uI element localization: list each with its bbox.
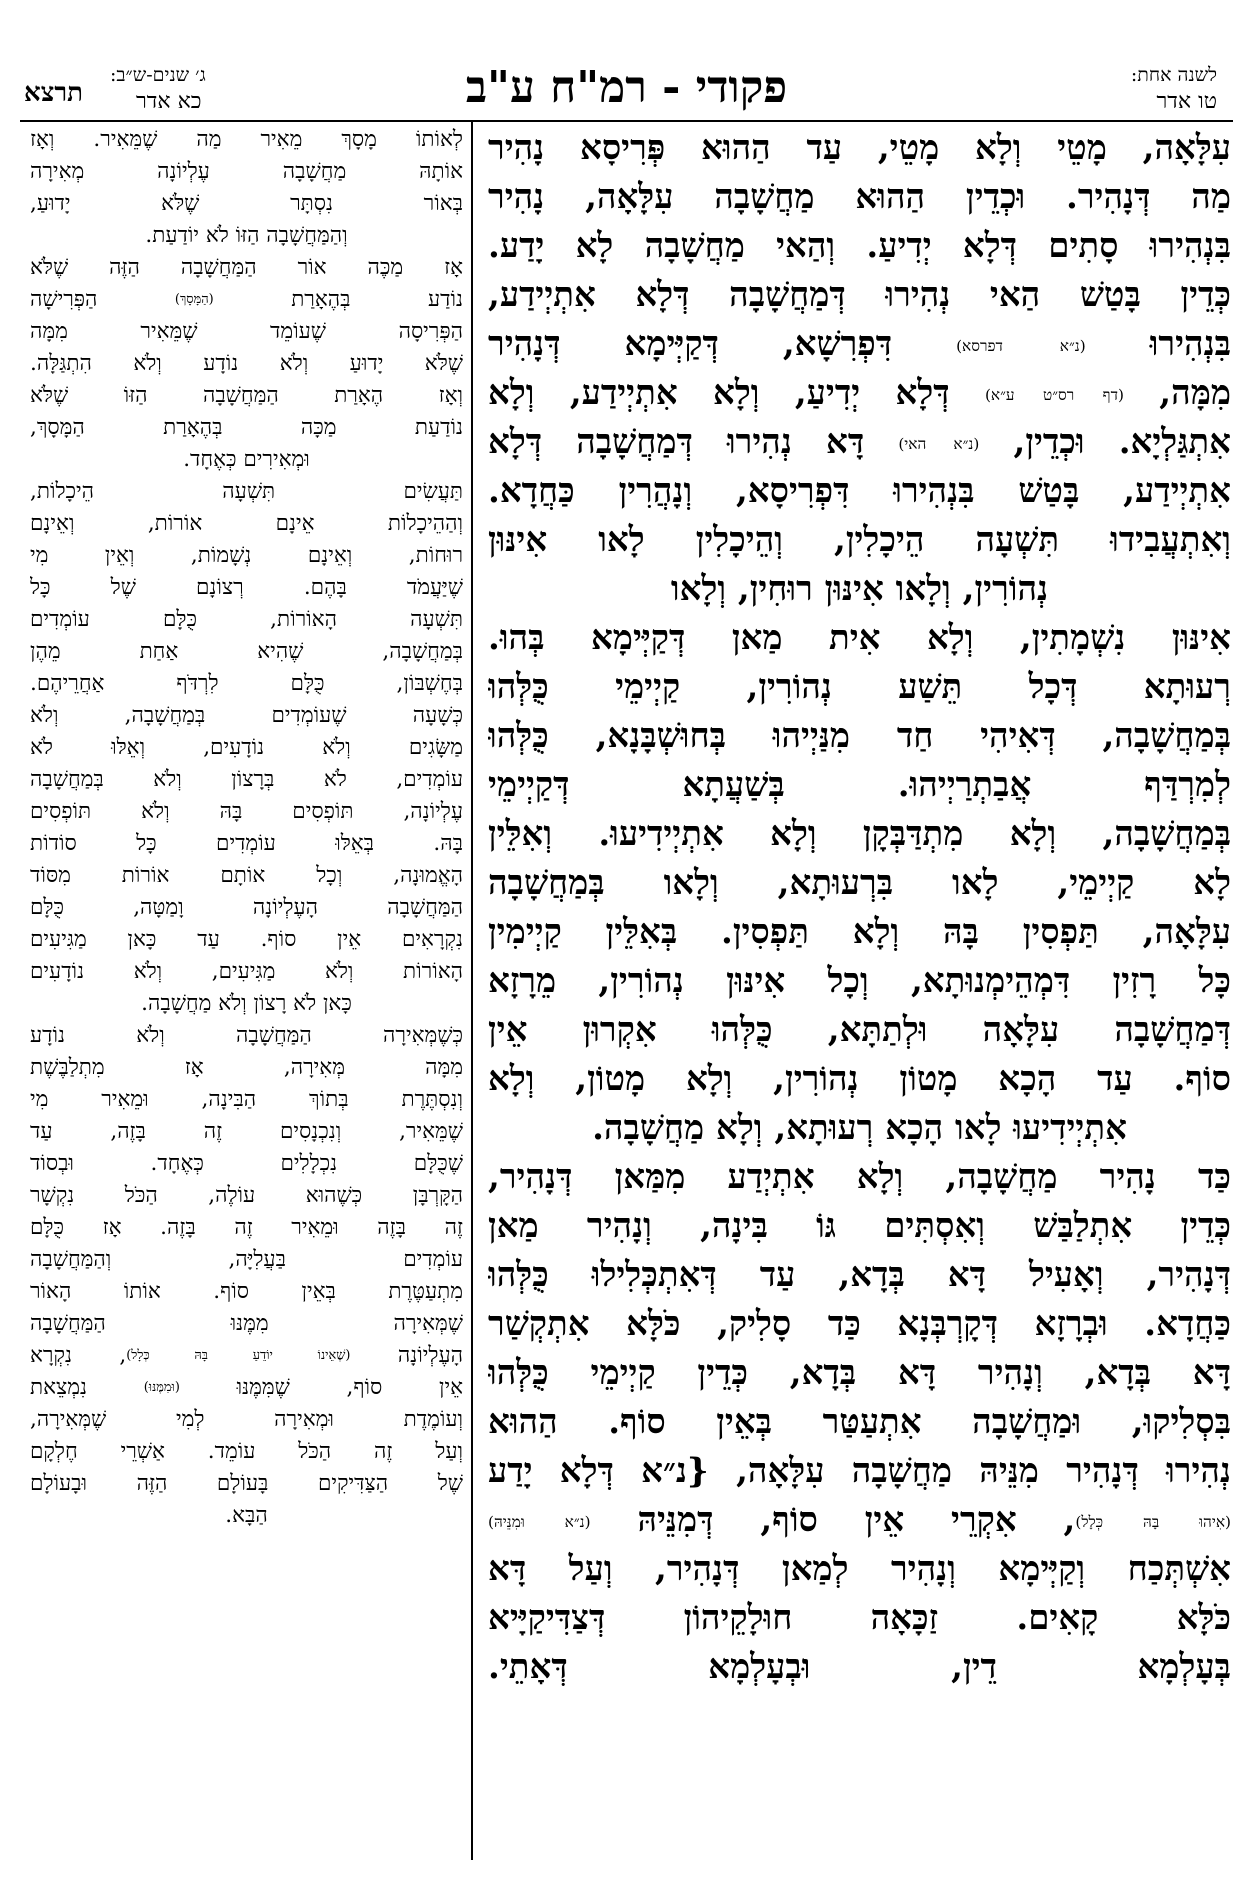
text-line: נְהִירוּ דְּנָהִיר מִנֵּיהּ מַחֲשָׁבָה עִלָּאָה, {נ״א דְּלָא יָדַע xyxy=(488,1451,1231,1491)
text-line: בְּחֶשְׁבּוֹן, כֻּלָּם לִרְדֹּף אַחֲרֵיהֶם. xyxy=(30,671,463,696)
text-line: הַקָּרְבָּן כְּשֶׁהוּא עוֹלֶה, הַכֹּל נִקְשָׁר xyxy=(30,1183,463,1208)
page-title: פקודי - רמ"ח ע"ב xyxy=(465,62,788,113)
text-line: וְעַל זֶה הַכֹּל עוֹמֵד. אַשְׁרֵי חֶלְקָם xyxy=(30,1439,463,1464)
text-line: אִינּוּן נִשְׁמָתִין, וְלָא אִית מַאן דְּקַיְּימָא בְּהוּ. xyxy=(488,618,1231,658)
text-line: מַה דְּנָהִיר. וּכְדֵין הַהוּא מַחֲשָׁבָה עִלָּאָה, נָהִיר xyxy=(488,177,1231,217)
text-line: תַּעֲשִׂים תִּשְׁעָה הֵיכָלוֹת, xyxy=(30,479,463,504)
daily-schedule-label: לשנה אחת: xyxy=(1130,64,1217,86)
text-line: כַּד נָהִיר מַחֲשָׁבָה, וְלָא אִתְיְדַע מִמַּאן דְּנָהִיר, xyxy=(488,1157,1231,1197)
text-line: נוֹדַע בְּהֶאָרַת (הַמָּסָךְ) הַפְּרִישָׁה xyxy=(30,287,463,313)
text-line: אִתְגַּלְיָא. וּכְדֵין, (נ״א האי) דָּא נְהִירוּ דְּמַחֲשָׁבָה דְּלָא xyxy=(488,422,1231,462)
inline-note: (אִיהוּ בָּהּ כְּלָל) xyxy=(1075,1513,1231,1532)
text-line: כְּדֵין בָּטַשׁ הַאי נְהִירוּ דְּמַחֲשָׁבָה דְּלָא אִתְיְידַע, xyxy=(488,275,1231,315)
text-line: דָּא בְּדָא, וְנָהִיר דָּא בְּדָא, כְּדֵין קַיְימֵי כֻּלְּהוּ xyxy=(488,1353,1231,1393)
text-line: בִּסְלִיקוּ, וּמַחֲשָׁבָה אִתְעַטַּר בְּאֵין סוֹף. הַהוּא xyxy=(488,1402,1231,1442)
text-line: אָז מַכֶּה אוֹר הַמַּחֲשָׁבָה הַזֶּה שֶׁלֹּא xyxy=(30,255,463,280)
inline-note: (נ״א דפרסא) xyxy=(956,337,1086,356)
text-line: וְהַהֵיכָלוֹת אֵינָם אוֹרוֹת, וְאֵינָם xyxy=(30,511,463,536)
text-line: וּמְאִירִים כְּאֶחָד. xyxy=(183,447,310,472)
text-line: כֹּלָּא קָאִים. זַכָּאָה חוּלָקֵיהוֹן דְּצַדִּיקַיָּיא xyxy=(488,1598,1231,1638)
text-line: כְּדֵין אִתְלַבַּשׁ וְאִסְתִּים גּוֹ בִּינָה, וְנָהִיר מַאן xyxy=(488,1206,1231,1246)
text-line: נוֹדַעַת מַכָּה בְּהֶאָרַת הַמָּסָךְ, xyxy=(30,415,463,440)
text-line: זֶה בָּזֶה וּמֵאִיר זֶה בָּזֶה. אָז כֻּלָּם xyxy=(30,1215,463,1240)
text-line: אוֹתָהּ מַחֲשָׁבָה עֶלְיוֹנָה מְאִירָה xyxy=(30,159,463,184)
text-line: כְּשֶׁמְּאִירָה הַמַּחֲשָׁבָה וְלֹא נוֹדָע xyxy=(30,1023,463,1048)
text-line: רְעוּתָא דְּכָל תֵּשַׁע נְהוֹרִין, קַיְימֵי כֻּלְּהוּ xyxy=(488,667,1231,707)
text-line: אִשְׁתְּכַח וְקַיְּימָא וְנָהִיר לְמַאן דְּנָהִיר, וְעַל דָּא xyxy=(488,1549,1231,1589)
text-line: וְנִסְתֶּרֶת בְּתוֹךְ הַבִּינָה, וּמֵאִיר מִי xyxy=(30,1087,463,1112)
inline-note: (נ״א האי) xyxy=(898,435,980,454)
text-line: כַּחֲדָא. וּבְרָזָא דְּקָרְבְּנָא כַּד סָלִיק, כֹּלָּא אִתְקְשַׁר xyxy=(488,1304,1231,1344)
triennial-schedule-date: כא אדר xyxy=(136,89,202,114)
text-line: נִקְרָאִים אֵין סוֹף. עַד כָּאן מַגִּיעִים xyxy=(30,927,463,952)
text-line: הַבָּא. xyxy=(225,1503,268,1528)
triennial-schedule-label: ג׳ שנים-ש״ב: xyxy=(110,64,206,86)
text-line: וְאִתְעֲבִידוּ תִּשְׁעָה הֵיכָלִין, וְהֵיכָלִין לָאו אִינּוּן xyxy=(488,520,1231,560)
text-line: מַשָּׂגִים וְלֹא נוֹדָעִים, וְאֵלּוּ לֹא xyxy=(30,735,463,760)
text-line: מִתְעַטֶּרֶת בְּאֵין סוֹף. אוֹתוֹ הָאוֹר xyxy=(30,1279,463,1304)
inline-note: (וּמִמֶּנּוּ) xyxy=(143,1380,180,1395)
column-divider xyxy=(471,122,473,1860)
text-line: שֶׁכֻּלָּם נִכְלָלִים כְּאֶחָד. וּבְסוֹד xyxy=(30,1151,463,1176)
text-line: עֶלְיוֹנָה, תּוֹפְסִים בָּהּ וְלֹא תּוֹפְסִים xyxy=(30,799,463,824)
text-line: שֶׁמְּאִירָה מִמֶּנּוּ הַמַּחֲשָׁבָה xyxy=(30,1311,463,1336)
text-line: בִּנְהִירוּ סָתִים דְּלָא יְדִיעַ. וְהַאי מַחֲשָׁבָה לָא יָדַע. xyxy=(488,226,1231,266)
text-line: וְאָז הֶאָרַת הַמַּחֲשָׁבָה הַזּוֹ שֶׁלֹּא xyxy=(30,383,463,408)
text-line: בְּעָלְמָא דֵין, וּבְעָלְמָא דְּאָתֵי. xyxy=(488,1647,1231,1687)
daily-schedule-date: טו אדר xyxy=(1156,89,1217,114)
text-line: שֶׁמֵּאִיר, וְנִכְנָסִים זֶה בָּזֶה, עַד xyxy=(30,1119,463,1144)
hebrew-translation-text xyxy=(30,124,463,1860)
text-line: שֶׁלֹּא יָדוּעַ וְלֹא נוֹדָע וְלֹא הִתְגַּלָּה. xyxy=(30,351,463,376)
text-line: (אִיהוּ בָּהּ כְּלָל), אִקְרֵי אֵין סוֹף, דְּמִנֵּיהּ (נ״א וּמִנֵּיהּ) xyxy=(488,1500,1231,1540)
text-line: הַמַּחֲשָׁבָה הָעֶלְיוֹנָה וָמַטָּה, כֻּלָּם xyxy=(30,895,463,920)
text-line: סוֹף. עַד הָכָא מָטוֹן נְהוֹרִין, וְלָא מָטוֹן, וְלָא xyxy=(488,1059,1231,1099)
text-line: בָּהּ. בְּאֵלּוּ עוֹמְדִים כָּל סוֹדוֹת xyxy=(30,831,463,856)
text-line: תִּשְׁעָה הָאוֹרוֹת, כֻּלָּם עוֹמְדִים xyxy=(30,607,463,632)
text-line: כָּל רָזִין דִּמְהֵימְנוּתָא, וְכָל אִינּוּן נְהוֹרִין, מֵרָזָא xyxy=(488,961,1231,1001)
text-line: לְאוֹתוֹ מָסָךְ מֵאִיר מַה שֶׁמֵּאִיר. וְאָז xyxy=(30,127,463,152)
text-line: אִתְיְידִיעוּ לָאו הָכָא רְעוּתָא, וְלָא מַחֲשָׁבָה. xyxy=(592,1108,1127,1148)
text-line: בְּמַחֲשָׁבָה, דְּאִיהִי חַד מִנַּיְיהוּ בְּחוּשְׁבָּנָא, כֻּלְּהוּ xyxy=(488,716,1231,756)
text-line: הָאוֹרוֹת וְלֹא מַגִּיעִים, וְלֹא נוֹדָעִים xyxy=(30,959,463,984)
text-line: כְּשָׁעָה שֶׁעוֹמְדִים בְּמַחֲשָׁבָה, וְלֹא xyxy=(30,703,463,728)
text-line: הָעֶלְיוֹנָה (שֶׁאֵינוֹ יוֹדֵעַ בָּהּ כְּלָל), נִקְרָא xyxy=(30,1343,463,1369)
inline-note: (הַמָּסָךְ) xyxy=(174,292,214,307)
text-line: דְּמַחֲשָׁבָה עִלָּאָה וּלְתַתָּא, כֻּלְּהוּ אִקְרוּן אֵין xyxy=(488,1010,1231,1050)
text-line: בְּמַחֲשָׁבָה, וְלָא מִתְדַּבְּקָן וְלָא אִתְיְידִיעוּ. וְאִלֵּין xyxy=(488,814,1231,854)
text-line: אִתְיְידַע, בָּטַשׁ בִּנְהִירוּ דִּפְרִיסָא, וְנָהֲרִין כַּחֲדָא. xyxy=(488,471,1231,511)
text-line: שֶׁיַּעֲמֹד בָּהֶם. רְצוֹנָם שֶׁל כָּל xyxy=(30,575,463,600)
text-line: בְּמַחֲשָׁבָה, שֶׁהִיא אַחַת מֵהֶן xyxy=(30,639,463,664)
text-line: נְהוֹרִין, וְלָאו אִינּוּן רוּחִין, וְלָאו xyxy=(670,569,1049,609)
inline-note: (שֶׁאֵינוֹ יוֹדֵעַ בָּהּ כְּלָל) xyxy=(126,1348,351,1363)
text-line: שֶׁל הַצַּדִּיקִים בָּעוֹלָם הַזֶּה וּבָעוֹלָם xyxy=(30,1471,463,1496)
page-header xyxy=(20,40,1233,122)
text-line: לָא קַיְימֵי, לָאו בִּרְעוּתָא, וְלָאו בְּמַחֲשָׁבָה xyxy=(488,863,1231,903)
text-line: רוּחוֹת, וְאֵינָם נְשָׁמוֹת, וְאֵין מִי xyxy=(30,543,463,568)
text-line: הָאֱמוּנָה, וְכָל אוֹתָם אוֹרוֹת מִסּוֹד xyxy=(30,863,463,888)
text-line: עִלָּאָה, מָטֵי וְלָא מָטֵי, עַד הַהוּא פְּרִיסָא נָהִיר xyxy=(488,128,1231,168)
inline-note: (דף רס״ט ע״א) xyxy=(984,386,1124,405)
text-line: מִמָּה, (דף רס״ט ע״א) דְּלָא יְדִיעַ, וְלָא אִתְיְידַע, וְלָא xyxy=(488,373,1231,413)
text-line: דְּנָהִיר, וְאָעִיל דָּא בְּדָא, עַד דְּאִתְכְּלִילוּ כֻּלְּהוּ xyxy=(488,1255,1231,1295)
text-line: וְהַמַּחֲשָׁבָה הַזּוֹ לֹא יוֹדַעַת. xyxy=(145,223,348,248)
text-line: עוֹמְדִים, לֹא בְּרָצוֹן וְלֹא בְּמַחֲשָׁבָה xyxy=(30,767,463,792)
text-line: בְּאוֹר נִסְתָּר שֶׁלֹּא יָדוּעַ, xyxy=(30,191,463,216)
text-line: מִמָּה מְּאִירָה, אָז מִתְלַבֶּשֶׁת xyxy=(30,1055,463,1080)
text-line: לְמִרְדַּף אֲבַתְרַיְיהוּ. בְּשַׁעֲתָא דְּקַיְימֵי xyxy=(488,765,1231,805)
text-line: עִלָּאָה, תַּפְסִין בָּהּ וְלָא תַּפְסִין. בְּאִלֵּין קַיְימִין xyxy=(488,912,1231,952)
text-line: עוֹמְדִים בַּעֲלִיָּה, וְהַמַּחֲשָׁבָה xyxy=(30,1247,463,1272)
text-line: אֵין סוֹף, שֶׁמִּמֶּנּוּ (וּמִמֶּנּוּ) נִמְצֵאת xyxy=(30,1375,463,1401)
text-line: הַפְּרִיסָה שֶׁעוֹמֵד שֶׁמֵּאִיר מִמָּה xyxy=(30,319,463,344)
inline-note: (נ״א וּמִנֵּיהּ) xyxy=(488,1513,591,1532)
aramaic-main-text xyxy=(488,124,1231,1860)
text-line: כָּאן לֹא רָצוֹן וְלֹא מַחֲשָׁבָה. xyxy=(141,991,352,1016)
text-line: וְעוֹמֶדֶת וּמְאִירָה לְמִי שֶׁמְּאִירָה, xyxy=(30,1407,463,1432)
text-line: בִּנְהִירוּ (נ״א דפרסא) דִּפְרִשָׁא, דְּקַיְּימָא דְּנָהִיר xyxy=(488,324,1231,364)
page-number: תרצא xyxy=(24,78,83,108)
